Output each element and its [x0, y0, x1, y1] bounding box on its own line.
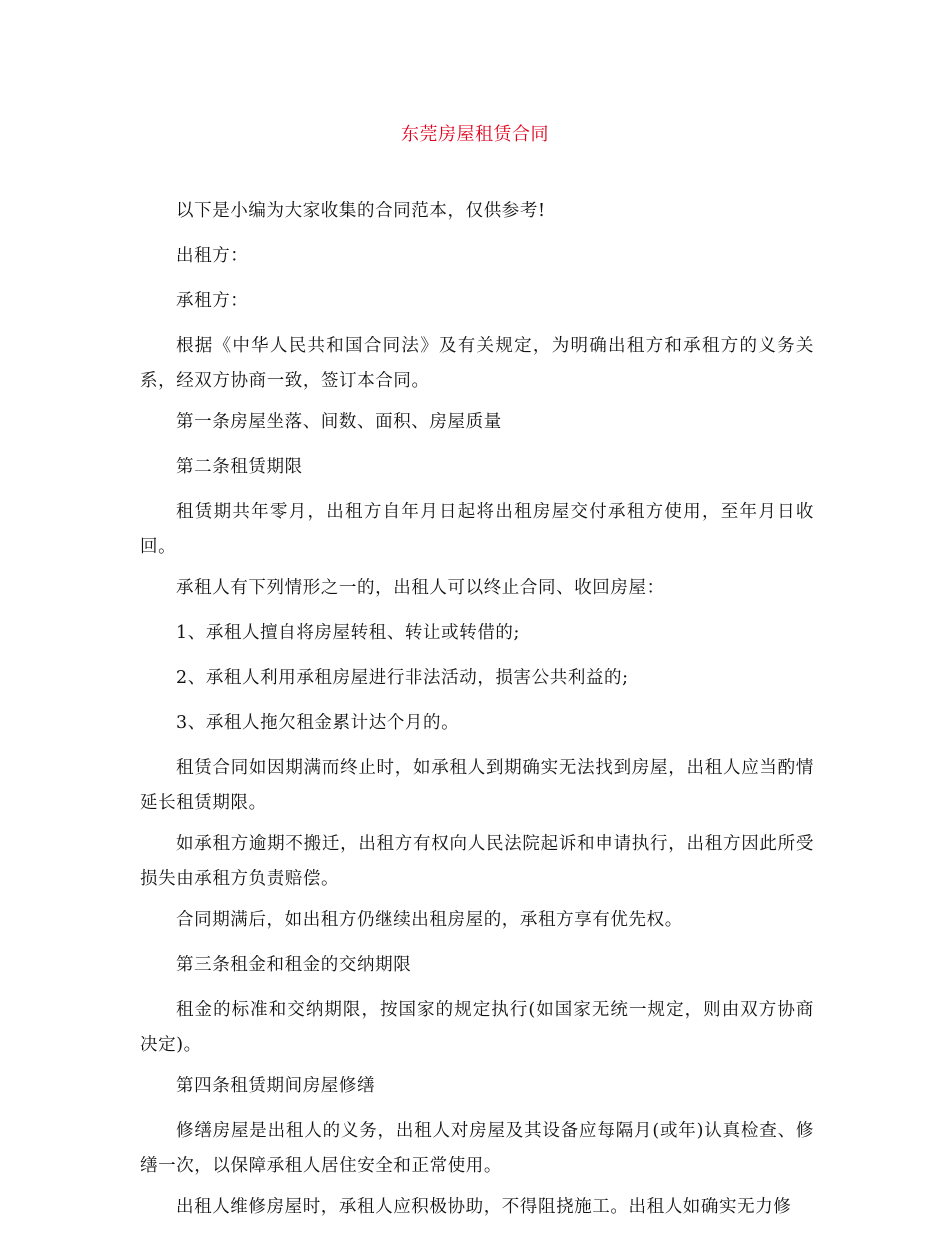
- article-3-heading: 第三条租金和租金的交纳期限: [176, 955, 412, 975]
- article-2-heading: 第二条租赁期限: [176, 457, 303, 477]
- list-item-3: 3、承租人拖欠租金累计达个月的。: [176, 713, 460, 733]
- article-4-heading: 第四条租赁期间房屋修缮: [176, 1076, 376, 1096]
- paragraph-intro: 以下是小编为大家收集的合同范本，仅供参考!: [176, 201, 546, 221]
- paragraph-priority-right: 合同期满后，如出租方仍继续出租房屋的，承租方享有优先权。: [176, 910, 683, 930]
- paragraph-lessor: 出租方：: [176, 246, 249, 266]
- paragraph-overdue-move: 如承租方逾期不搬迁，出租方有权向人民法院起诉和申请执行，出租方因此所受损失由承租方负责赔偿。: [140, 834, 814, 889]
- list-item-2: 2、承租人利用承租房屋进行非法活动，损害公共利益的;: [176, 668, 629, 688]
- paragraph-extension: 租赁合同如因期满而终止时，如承租人到期确实无法找到房屋，出租人应当酌情延长租赁期限。: [140, 758, 814, 813]
- paragraph-lessee: 承租方：: [176, 291, 249, 311]
- document-body: [140, 194, 814, 1235]
- document-title: 东莞房屋租赁合同: [401, 124, 549, 145]
- list-item-1: 1、承租人擅自将房屋转租、转让或转借的;: [176, 623, 521, 643]
- paragraph-rent-standard: 租金的标准和交纳期限，按国家的规定执行(如国家无统一规定，则由双方协商决定)。: [140, 1000, 814, 1055]
- paragraph-termination-conditions: 承租人有下列情形之一的，出租人可以终止合同、收回房屋：: [176, 578, 665, 598]
- paragraph-lease-term: 租赁期共年零月，出租方自年月日起将出租房屋交付承租方使用，至年月日收回。: [140, 502, 814, 557]
- article-1-heading: 第一条房屋坐落、间数、面积、房屋质量: [176, 412, 502, 432]
- paragraph-repair-cooperation: 出租人维修房屋时，承租人应积极协助，不得阻挠施工。出租人如确实无力修: [176, 1197, 792, 1217]
- paragraph-repair-duty: 修缮房屋是出租人的义务，出租人对房屋及其设备应每隔月(或年)认真检查、修缮一次，以保障承租人居住安全和正常使用。: [140, 1121, 814, 1176]
- paragraph-preamble: 根据《中华人民共和国合同法》及有关规定，为明确出租方和承租方的义务关系，经双方协商一致，签订本合同。: [140, 336, 814, 391]
